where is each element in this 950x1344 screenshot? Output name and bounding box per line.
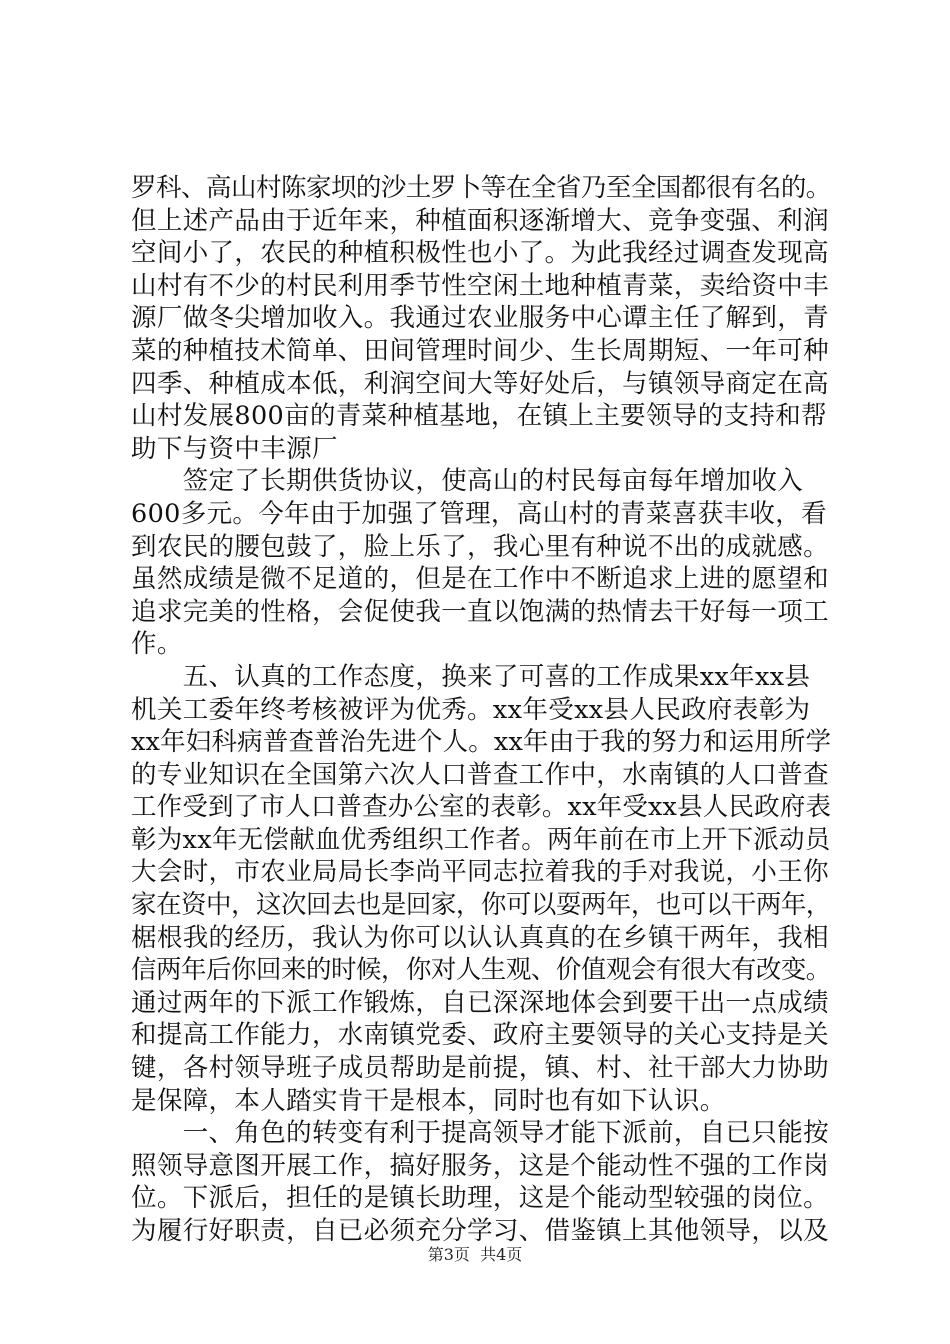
text-line: 但上述产品由于近年来，种植面积逐渐增大、竞争变强、利润 — [131, 205, 829, 236]
text-line: 是保障，本人踏实肯干是根本，同时也有如下认识。 — [131, 1085, 726, 1116]
text-line: 空间小了，农民的种植积极性也小了。为此我经过调查发现高 — [131, 238, 829, 269]
text-line: 椐根我的经历，我认为你可以认认真真的在乡镇干两年，我相 — [131, 922, 829, 953]
page-footer: 第3页 共4页 — [427, 1245, 523, 1264]
text-line: 工作受到了市人口普查办公室的表彰。xx年受xx县人民政府表 — [131, 792, 832, 823]
text-line: 到农民的腰包鼓了，脸上乐了，我心里有种说不出的成就感。 — [131, 531, 829, 562]
text-line: 源厂做冬尖增加收入。我通过农业服务中心谭主任了解到，青 — [131, 303, 829, 334]
text-line: 虽然成绩是微不足道的，但是在工作中不断追求上进的愿望和 — [131, 564, 829, 595]
text-line: 五、认真的工作态度，换来了可喜的工作成果xx年xx县 — [131, 661, 811, 692]
text-line: 的专业知识在全国第六次人口普查工作中，水南镇的人口普查 — [131, 759, 829, 790]
text-line: 作。 — [131, 629, 183, 660]
text-line: 键，各村领导班子成员帮助是前提，镇、村、社干部大力协助 — [131, 1053, 829, 1084]
text-line: 照领导意图开展工作，搞好服务，这是个能动性不强的工作岗 — [131, 1150, 829, 1181]
text-line: 彰为xx年无偿献血优秀组织工作者。两年前在市上开下派动员 — [131, 824, 831, 855]
text-line: 山村有不少的村民利用季节性空闲土地种植青菜，卖给资中丰 — [131, 270, 829, 301]
text-line: 罗科、高山村陈家坝的沙土罗卜等在全省乃至全国都很有名的。 — [131, 173, 831, 203]
text-line: 600多元。今年由于加强了管理，高山村的青菜喜获丰收，看 — [131, 498, 827, 529]
text-line: 签定了长期供货协议，使高山的村民每亩每年增加收入 — [131, 466, 804, 497]
text-line: 机关工委年终考核被评为优秀。xx年受xx县人民政府表彰为 — [131, 694, 811, 725]
text-line: 山村发展800亩的青菜种植基地，在镇上主要领导的支持和帮 — [131, 401, 827, 432]
text-line: 信两年后你回来的时候，你对人生观、价值观会有很大有改变。 — [131, 955, 831, 986]
text-line: 位。下派后，担任的是镇长助理，这是个能动型较强的岗位。 — [131, 1183, 829, 1214]
text-line: 家在资中，这次回去也是回家，你可以耍两年，也可以干两年， — [131, 890, 831, 921]
text-line: 四季、种植成本低，利润空间大等好处后，与镇领导商定在高 — [131, 368, 829, 399]
text-line: 大会时，市农业局局长李尚平同志拉着我的手对我说，小王你 — [131, 857, 829, 888]
text-line: 助下与资中丰源厂 — [131, 433, 338, 464]
text-line: 菜的种植技术简单、田间管理时间少、生长周期短、一年可种 — [131, 335, 829, 366]
text-line: 追求完美的性格，会促使我一直以饱满的热情去干好每一项工 — [131, 596, 829, 627]
body-text — [131, 172, 831, 1248]
text-line: xx年妇科病普查普治先进个人。xx年由于我的努力和运用所学 — [131, 727, 832, 758]
text-line: 通过两年的下派工作锻炼，自已深深地体会到要干出一点成绩 — [131, 987, 829, 1018]
text-line: 一、角色的转变有利于提高领导才能下派前，自已只能按 — [131, 1118, 829, 1149]
text-line: 和提高工作能力，水南镇党委、政府主要领导的关心支持是关 — [131, 1020, 829, 1051]
text-line: 为履行好职责，自已必须充分学习、借鉴镇上其他领导，以及 — [131, 1216, 829, 1246]
